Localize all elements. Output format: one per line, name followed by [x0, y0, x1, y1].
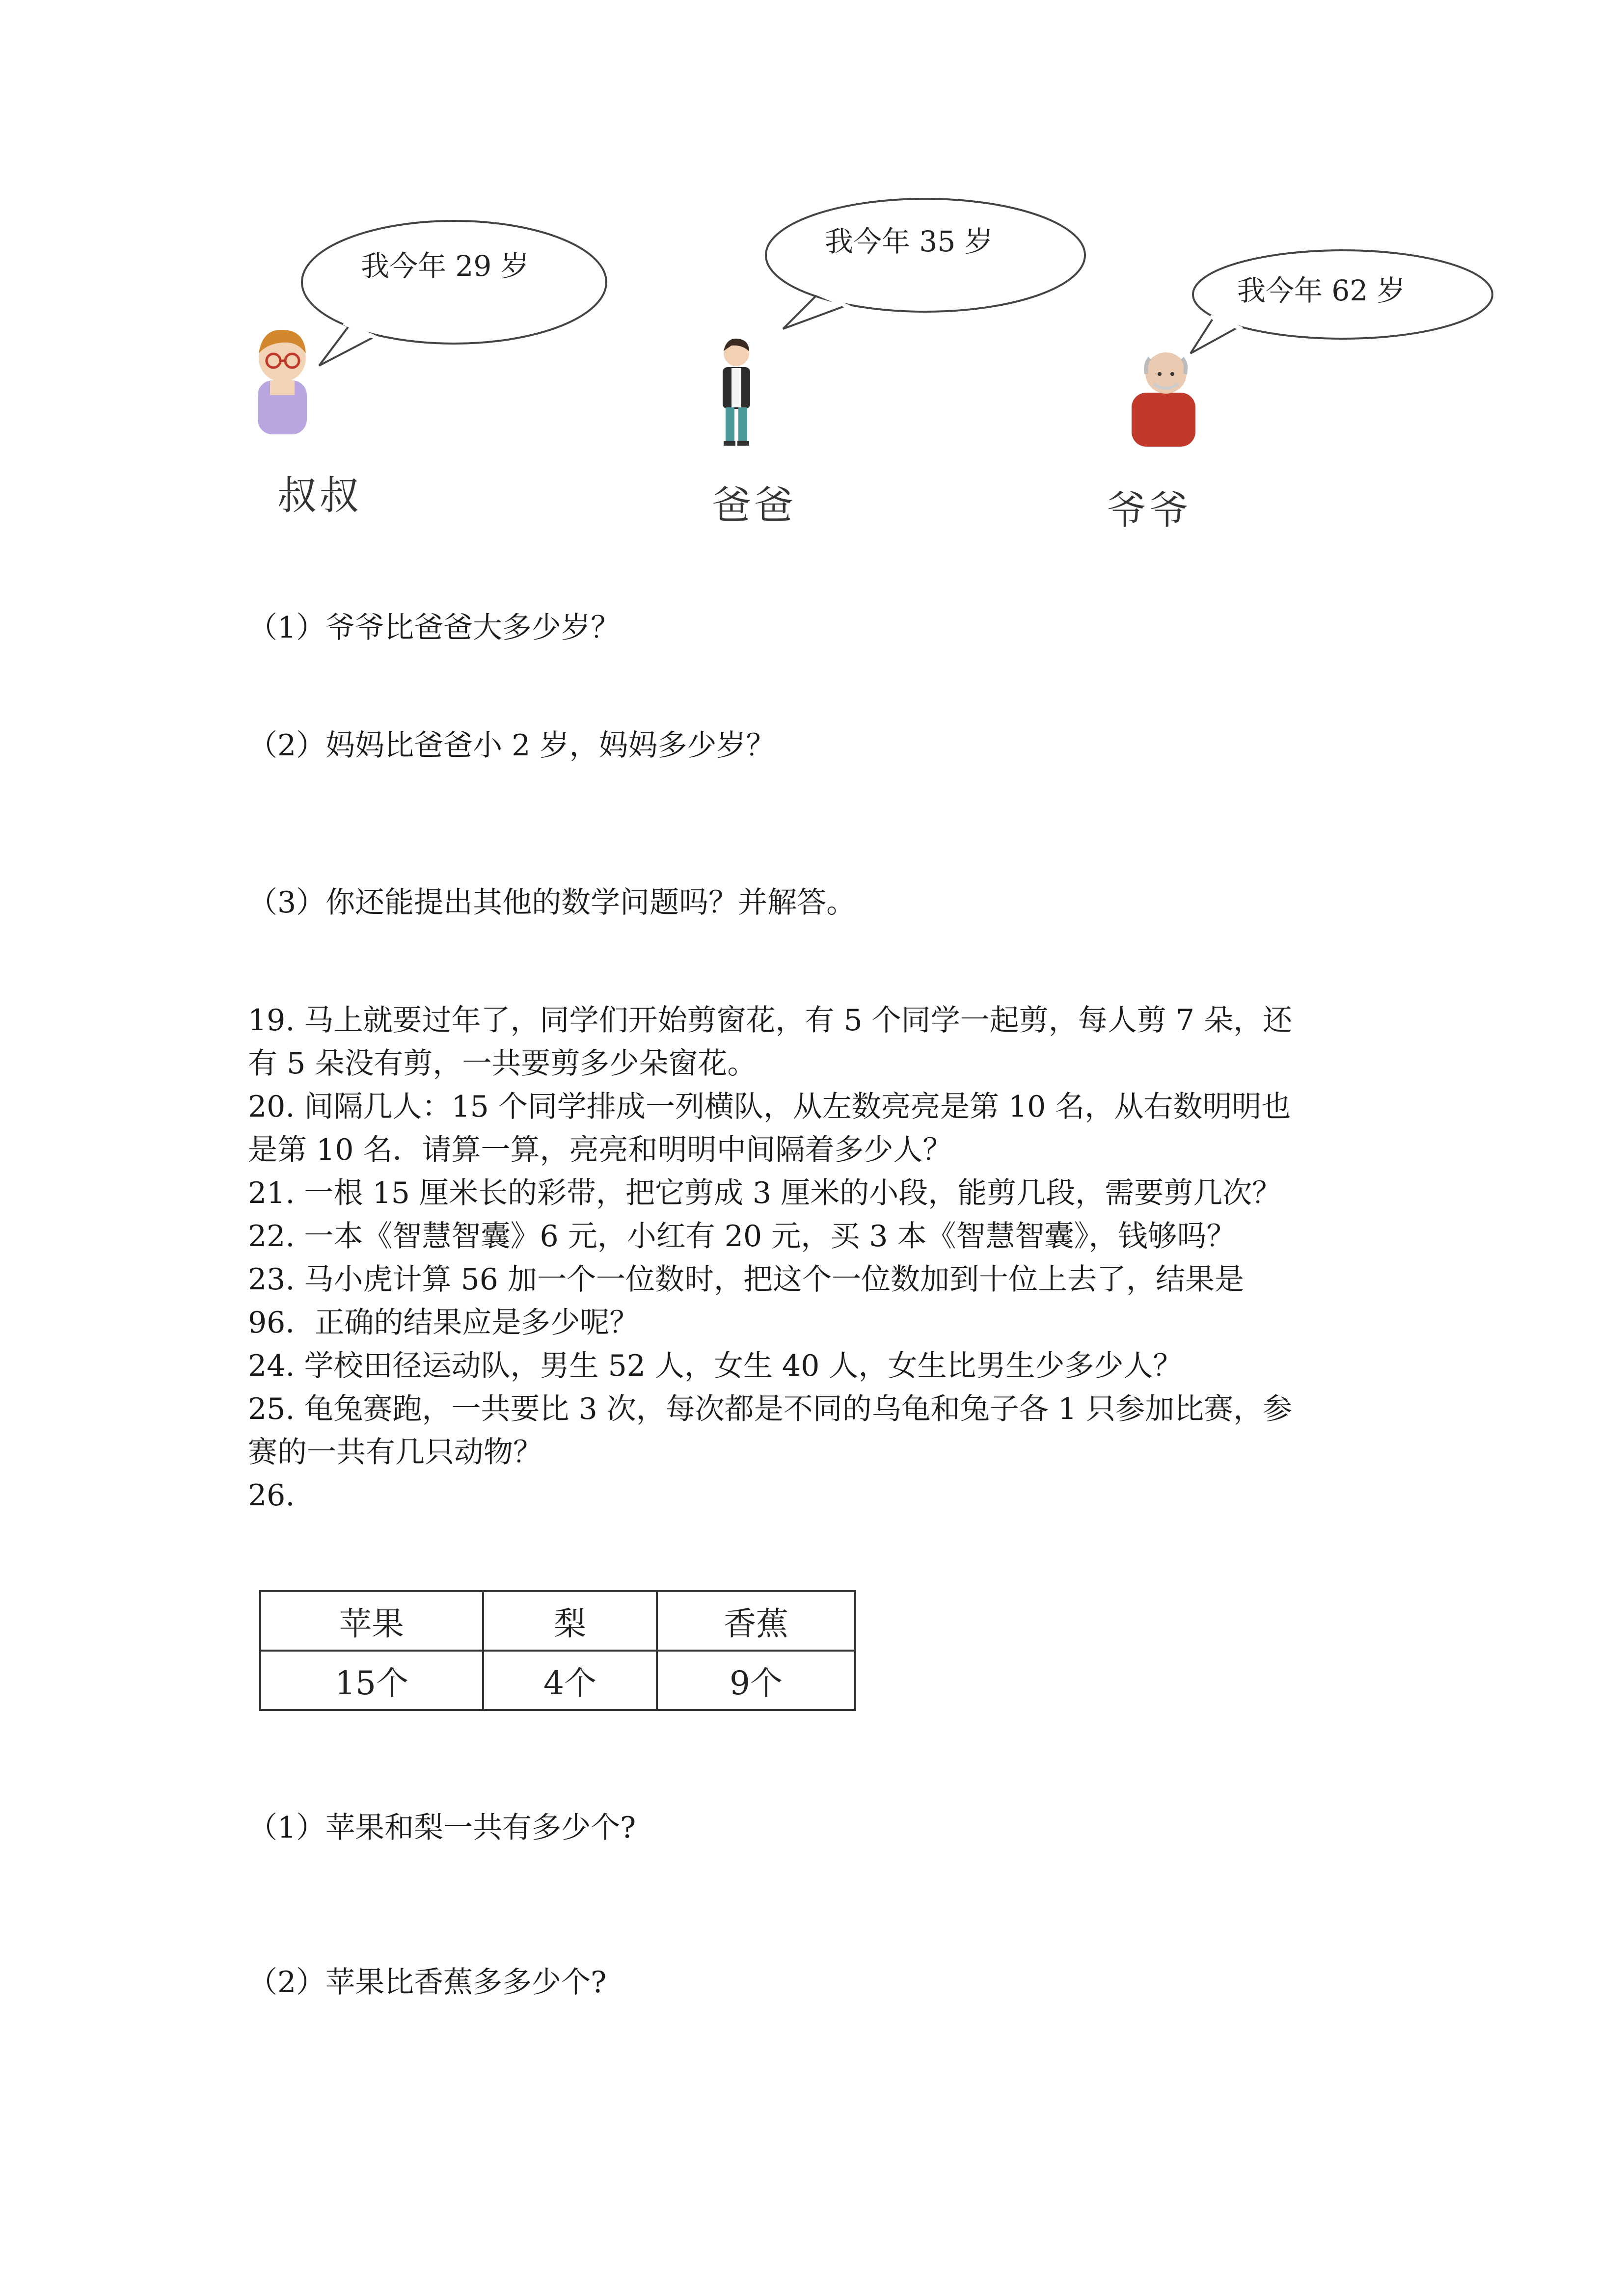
q18-sub-1: （1）爷爷比爸爸大多少岁？: [248, 611, 621, 645]
question-19-line-1: 19. 马上就要过年了，同学们开始剪窗花，有 5 个同学一起剪，每人剪 7 朵，还: [248, 1003, 1293, 1038]
dad-figure: [707, 334, 766, 447]
table-row: [260, 1651, 855, 1710]
question-21: 21. 一根 15 厘米长的彩带，把它剪成 3 厘米的小段，能剪几段，需要剪几次？: [248, 1176, 1282, 1210]
header-apple: 苹果: [260, 1591, 483, 1651]
question-24: 24. 学校田径运动队，男生 52 人，女生 40 人，女生比男生少多少人？: [248, 1349, 1183, 1383]
label-grandpa: 爷爷: [1107, 487, 1191, 533]
cell-banana-count: 9个: [657, 1651, 855, 1710]
uncle-figure: [243, 324, 322, 437]
speech-text-uncle: 我今年 29 岁: [361, 249, 529, 283]
question-25-line-1: 25. 龟兔赛跑，一共要比 3 次，每次都是不同的乌龟和兔子各 1 只参加比赛，参: [248, 1392, 1293, 1426]
question-20-line-2: 是第 10 名．请算一算，亮亮和明明中间隔着多少人？: [248, 1133, 952, 1167]
question-26: 26.: [248, 1478, 295, 1513]
table-header-row: [260, 1591, 855, 1651]
question-20-line-1: 20. 间隔几人：15 个同学排成一列横队，从左数亮亮是第 10 名，从右数明明也: [248, 1090, 1291, 1124]
speech-text-grandpa: 我今年 62 岁: [1237, 274, 1406, 307]
header-banana: 香蕉: [657, 1591, 855, 1651]
q18-sub-3: （3）你还能提出其他的数学问题吗？并解答。: [248, 885, 856, 920]
fruit-table: [259, 1590, 856, 1711]
label-dad: 爸爸: [712, 482, 796, 528]
question-22: 22. 一本《智慧智囊》6 元，小红有 20 元，买 3 本《智慧智囊》，钱够吗？: [248, 1219, 1236, 1254]
speech-bubble-dad: [756, 196, 1090, 339]
question-23-line-2: 96．正确的结果应是多少呢？: [248, 1306, 639, 1340]
grandpa-figure: [1119, 344, 1208, 447]
cell-apple-count: 15个: [260, 1651, 483, 1710]
speech-bubble-uncle: [275, 216, 609, 373]
question-25-line-2: 赛的一共有几只动物？: [248, 1435, 542, 1469]
speech-bubble-grandpa: [1168, 245, 1502, 363]
speech-text-dad: 我今年 35 岁: [825, 225, 993, 258]
question-23-line-1: 23. 马小虎计算 56 加一个一位数时，把这个一位数加到十位上去了，结果是: [248, 1262, 1244, 1297]
label-uncle: 叔叔: [277, 473, 362, 518]
question-19-line-2: 有 5 朵没有剪，一共要剪多少朵窗花。: [248, 1046, 757, 1081]
q26-sub-2: （2）苹果比香蕉多多少个?: [248, 1965, 607, 2000]
cell-pear-count: 4个: [483, 1651, 657, 1710]
speech-bubble-shape: [275, 216, 609, 373]
header-pear: 梨: [483, 1591, 657, 1651]
q26-sub-1: （1）苹果和梨一共有多少个?: [248, 1811, 636, 1845]
speech-bubble-shape: [756, 196, 1090, 339]
q18-sub-2: （2）妈妈比爸爸小 2 岁，妈妈多少岁？: [248, 728, 776, 763]
